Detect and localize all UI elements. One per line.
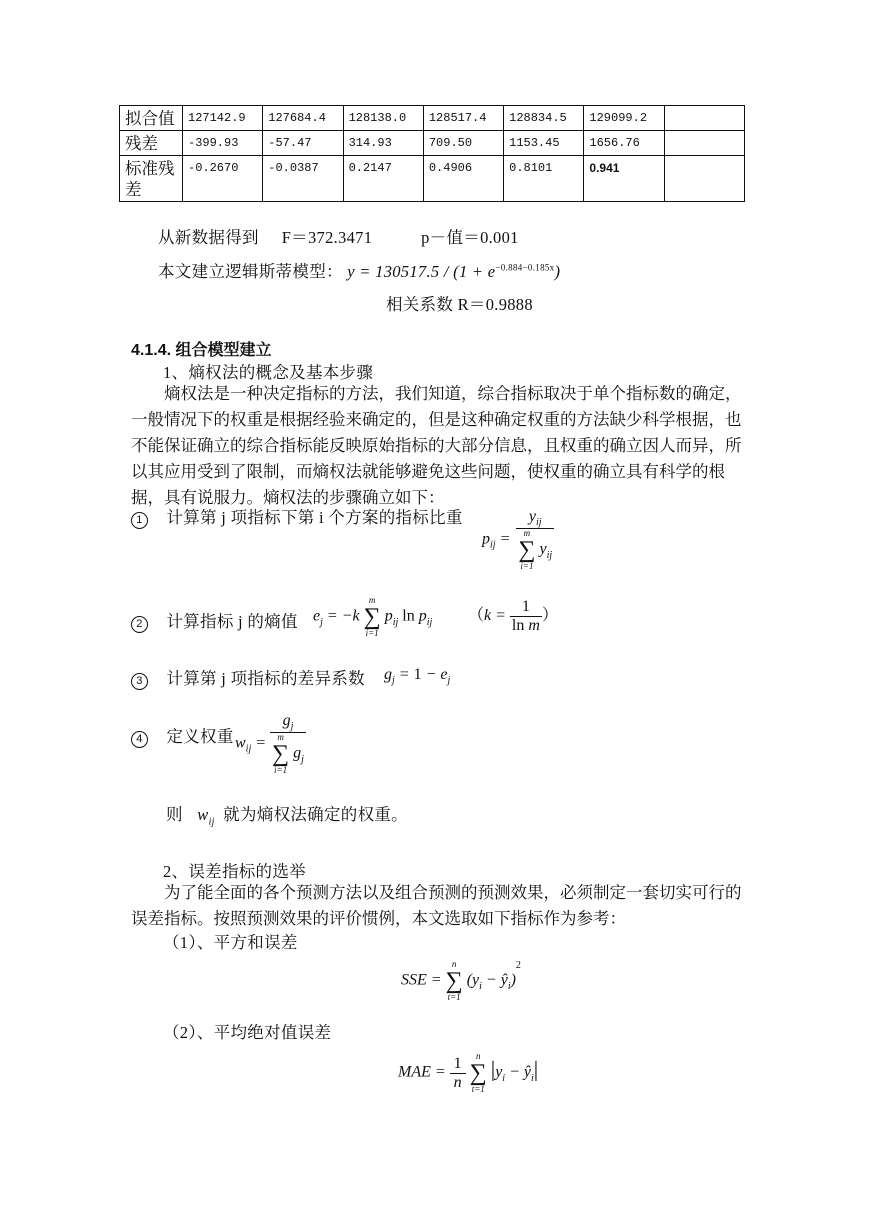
step-number: 1 <box>131 512 148 529</box>
formula-e: $e_j = -k$ m ∑ i=1 $p_{ij}$ $\ln p_{ij}$ <box>313 595 433 638</box>
section-heading: 4.1.4. 组合模型建立 <box>131 342 272 359</box>
conclusion-line <box>166 801 408 827</box>
p-value: p－值＝0.001 <box>421 228 519 247</box>
model-line <box>158 258 560 282</box>
table-cell <box>664 106 744 131</box>
table-cell: 0.941 <box>584 156 664 202</box>
table-row <box>120 131 745 156</box>
table-cell: 127684.4 <box>263 106 343 131</box>
step-2 <box>131 608 298 633</box>
residual-table <box>119 105 745 202</box>
subsection-title: 2、误差指标的选举 <box>163 862 306 881</box>
step-1 <box>131 504 463 529</box>
table-cell: 314.93 <box>343 131 423 156</box>
table-cell: 128138.0 <box>343 106 423 131</box>
formula-p: $p_{ij}$ = $y_{ij}$ m ∑ i=1 $y_{ij}$ <box>482 508 553 572</box>
table-cell <box>664 131 744 156</box>
formula-g: $g_j = 1 - e_j$ <box>384 666 451 687</box>
table-cell: 128517.4 <box>423 106 503 131</box>
row-label: 拟合值 <box>120 106 183 131</box>
table-cell: -399.93 <box>183 131 263 156</box>
f-value: F＝372.3471 <box>281 228 373 247</box>
table-cell: 0.4906 <box>423 156 503 202</box>
subsection-title: 1、熵权法的概念及基本步骤 <box>163 363 374 382</box>
table-cell <box>664 156 744 202</box>
step-4 <box>131 723 234 748</box>
formula-sse: SSE = n ∑ t=1 ($y_i$ − $ŷ_i)^2$ <box>401 959 521 1002</box>
step-3 <box>131 665 365 690</box>
item-title: （1）、平方和误差 <box>163 933 298 952</box>
table-cell: -57.47 <box>263 131 343 156</box>
formula-mae: MAE = $\frac{1}{n}$ n ∑ t=1 $|y_i$ − $ŷ_i|$ <box>398 1051 539 1094</box>
table-cell: -0.0387 <box>263 156 343 202</box>
weight-symbol: $w_{ij}$ <box>197 805 215 828</box>
formula-w: $w_{ij}$ = $g_j$ m ∑ i=1 $g_j$ <box>235 712 304 776</box>
step-number: 3 <box>131 673 148 690</box>
step-1-text: 计算第 j 项指标下第 i 个方案的指标比重 <box>166 508 463 527</box>
stats-line <box>158 224 519 248</box>
table-cell: 0.2147 <box>343 156 423 202</box>
step-number: 4 <box>131 731 148 748</box>
stats-intro: 从新数据得到 <box>158 228 259 247</box>
model-formula: $y = 130517.5 / (1 + e^{-0.884-0.185x})$ <box>347 262 561 281</box>
formula-exponent: −0.884−0.185x <box>495 262 555 273</box>
row-label: 标准残差 <box>120 156 183 202</box>
body-paragraph: 为了能全面的各个预测方法以及组合预测的预测效果，必须制定一套切实可行的误差指标。按照预测效果的评价惯例，本文选取如下指标作为参考： <box>131 883 742 928</box>
table-cell: -0.2670 <box>183 156 263 202</box>
table-cell: 129099.2 <box>584 106 664 131</box>
table-cell: 128834.5 <box>504 106 584 131</box>
step-2-text: 计算指标 j 的熵值 <box>166 612 298 631</box>
model-prefix: 本文建立逻辑斯蒂模型： <box>158 262 343 281</box>
table-row <box>120 106 745 131</box>
table-cell: 709.50 <box>423 131 503 156</box>
correlation-line: 相关系数 R＝0.9888 <box>386 295 533 314</box>
table-row <box>120 156 745 202</box>
formula-k: （k = $\frac{1}{\text{ln m}}$ ） <box>468 598 558 634</box>
row-label: 残差 <box>120 131 183 156</box>
body-paragraph: 熵权法是一种决定指标的方法，我们知道，综合指标取决于单个指标数的确定，一般情况下的权重是根据经验来确定的，但是这种确定权重的方法缺少科学根据，也不能保证确立的综合指标能反映原始指标的大部分信息，且权重的确立因人而异，所以其应用受到了限制，而熵权法就能够避免这些问题，使权重的确立具有科学的根据，具有说服力。熵权法的步骤确立如下： <box>131 384 742 507</box>
conclusion-pre: 则 <box>166 805 183 824</box>
table-cell: 1153.45 <box>504 131 584 156</box>
step-4-text: 定义权重 <box>166 727 234 746</box>
step-number: 2 <box>131 616 148 633</box>
table-cell: 127142.9 <box>183 106 263 131</box>
item-title: （2）、平均绝对值误差 <box>163 1023 332 1042</box>
table-cell: 0.8101 <box>504 156 584 202</box>
table-cell: 1656.76 <box>584 131 664 156</box>
formula-body: y = 130517.5 / (1 + e <box>347 262 496 281</box>
conclusion-post: 就为熵权法确定的权重。 <box>223 805 408 824</box>
step-3-text: 计算第 j 项指标的差异系数 <box>166 669 365 688</box>
